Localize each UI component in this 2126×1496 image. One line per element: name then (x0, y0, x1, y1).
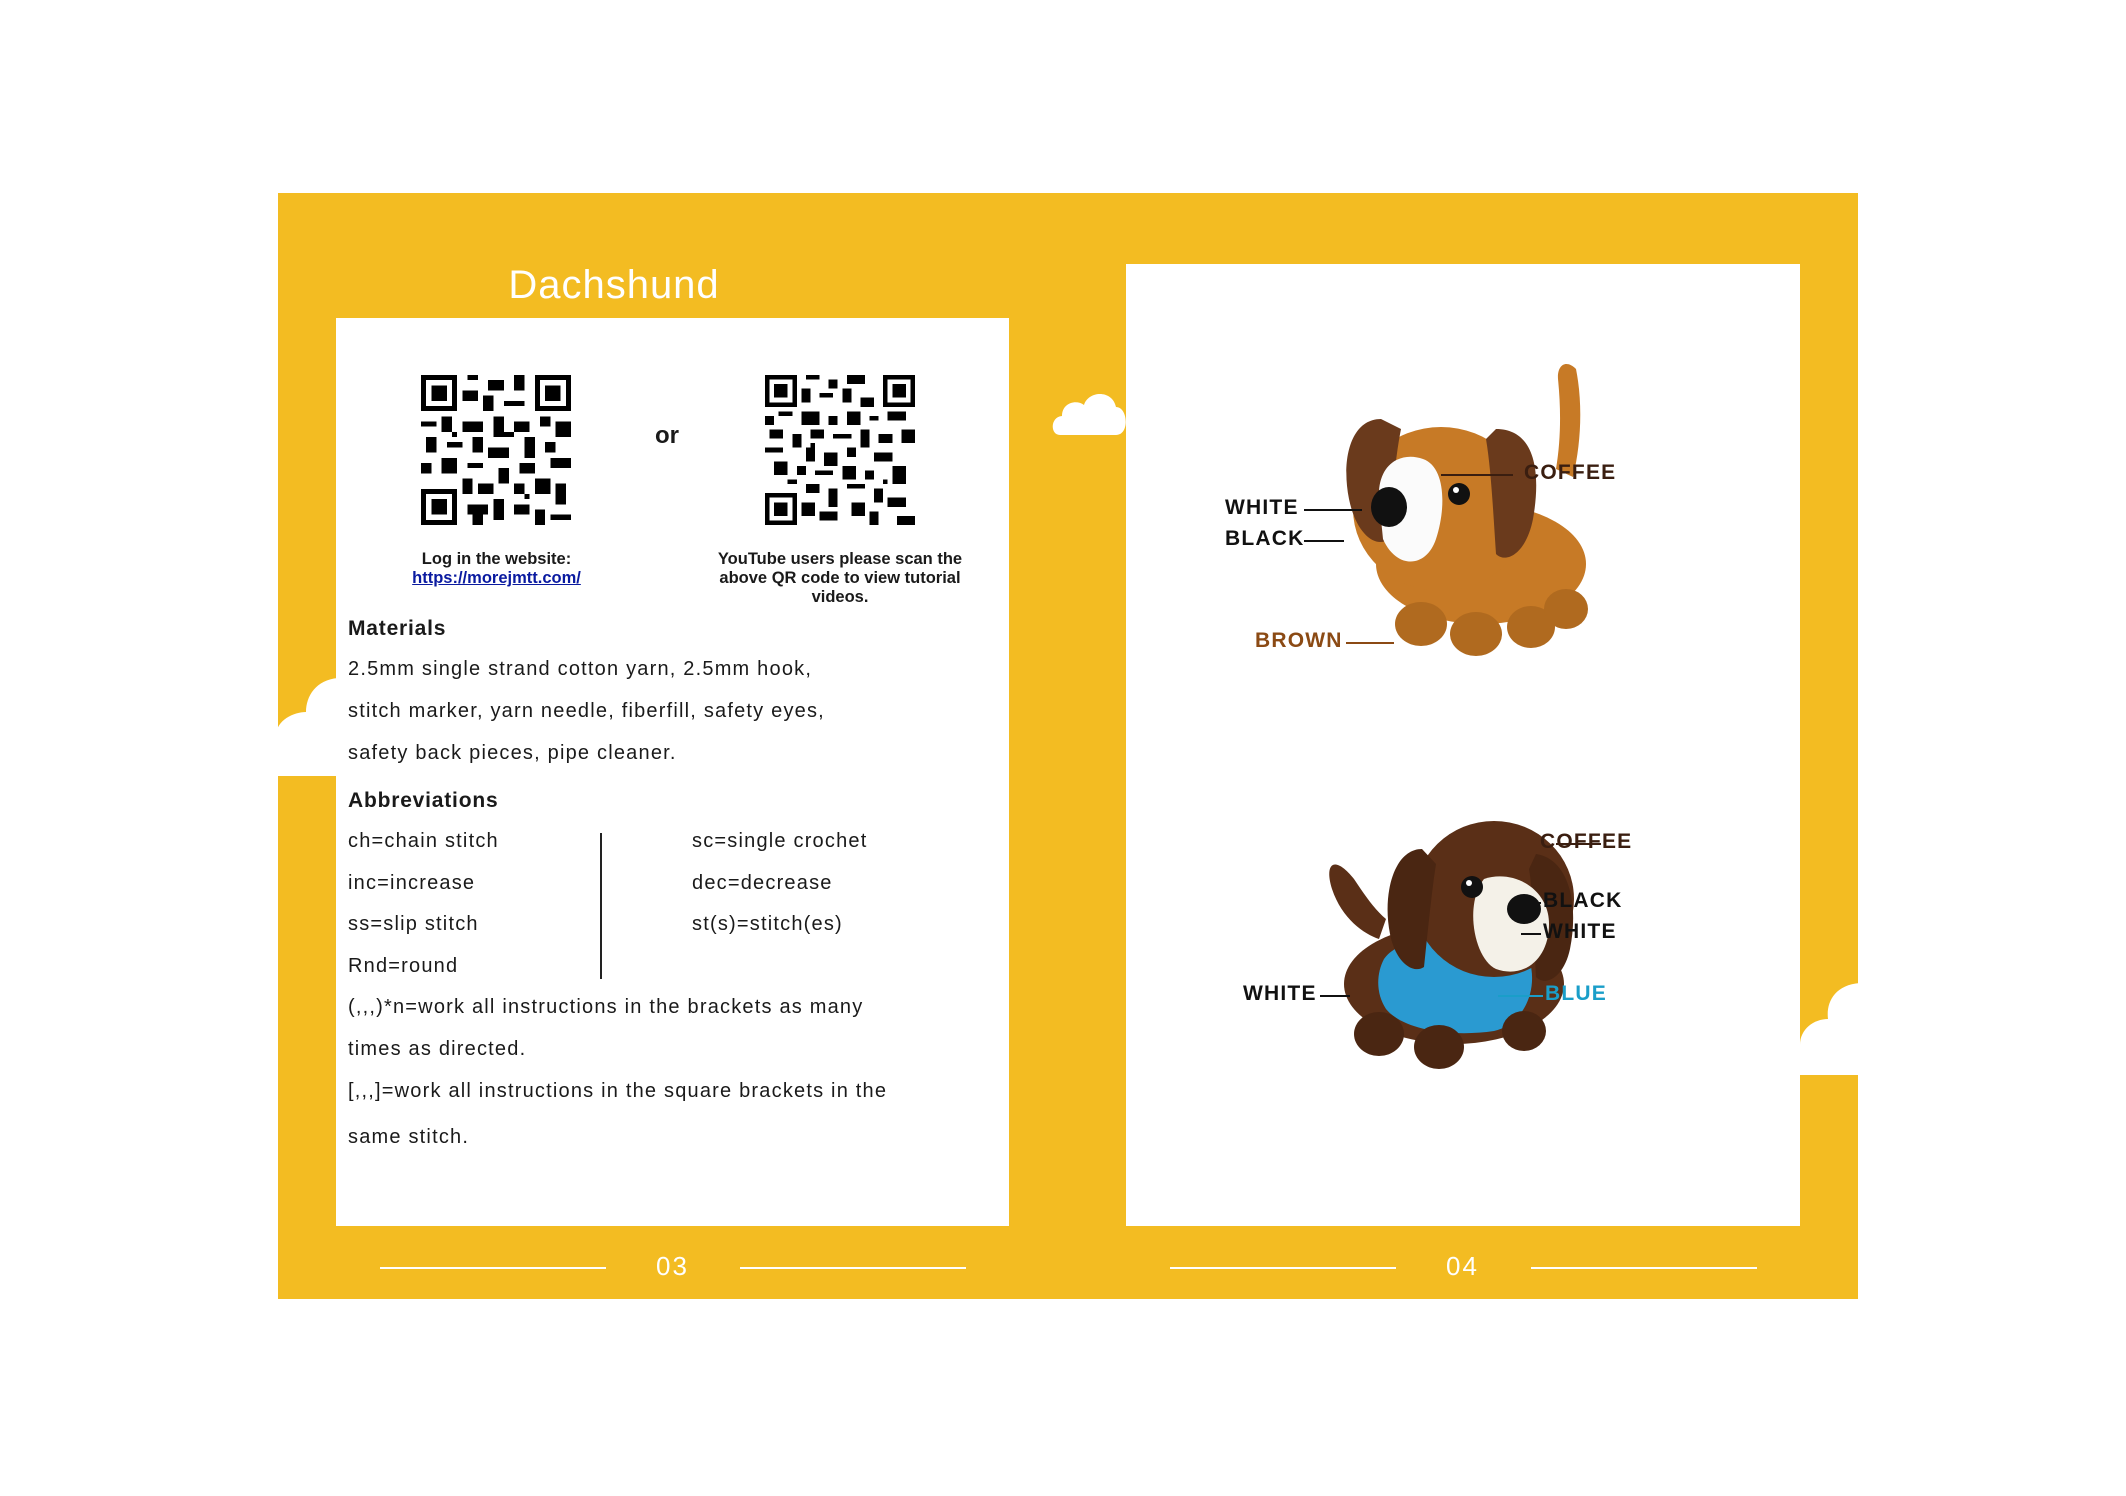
label-coffee: COFFEE (1524, 461, 1617, 484)
leader-line (1320, 995, 1350, 997)
materials-line: stitch marker, yarn needle, fiberfill, safety eyes, (348, 700, 825, 722)
footer-line (1531, 1267, 1757, 1269)
label-white: WHITE (1225, 496, 1299, 519)
website-caption (379, 550, 614, 588)
abbreviation-item: Rnd=round (348, 955, 459, 977)
cloud-decoration-middle (1050, 389, 1128, 437)
notes-line: [,,,]=work all instructions in the square brackets in the (348, 1080, 888, 1102)
website-qr-code[interactable] (421, 375, 571, 525)
leader-line (1346, 642, 1394, 644)
leader-line (1441, 474, 1513, 476)
dachshund-figure-top (1311, 359, 1611, 664)
label-black: BLACK (1225, 527, 1305, 550)
label-coffee: COFFEE (1540, 830, 1633, 853)
materials-line: safety back pieces, pipe cleaner. (348, 742, 677, 764)
leader-line (1304, 540, 1344, 542)
abbreviation-item: inc=increase (348, 872, 476, 894)
cloud-decoration-left (276, 678, 338, 776)
notes-line: times as directed. (348, 1038, 527, 1060)
qr-code-icon (421, 375, 571, 525)
materials-heading: Materials (348, 617, 447, 640)
footer-line (740, 1267, 966, 1269)
abbreviation-item: ch=chain stitch (348, 830, 499, 852)
youtube-caption: YouTube users please scan the above QR code to view tutorial videos. (717, 550, 963, 606)
notes-line: same stitch. (348, 1126, 470, 1148)
label-white: WHITE (1243, 982, 1317, 1005)
website-link[interactable]: https://morejmtt.com/ (412, 569, 581, 587)
website-caption-text: Log in the website: (421, 550, 572, 568)
cloud-decoration-right (1800, 983, 1860, 1075)
page-title: Dachshund (508, 263, 720, 307)
abbreviations-heading: Abbreviations (348, 789, 499, 812)
leader-line (1521, 902, 1541, 904)
instructions-panel (336, 318, 1009, 1226)
label-white: WHITE (1543, 920, 1617, 943)
leader-line (1304, 509, 1362, 511)
youtube-qr-code[interactable] (765, 375, 915, 525)
abbreviations-divider (600, 833, 602, 979)
footer-line (1170, 1267, 1396, 1269)
label-brown: BROWN (1255, 629, 1343, 652)
materials-line: 2.5mm single strand cotton yarn, 2.5mm hook, (348, 658, 813, 680)
notes-line: (,,,)*n=work all instructions in the brackets as many (348, 996, 864, 1018)
qr-code-icon (765, 375, 915, 525)
page-number-left: 03 (656, 1251, 689, 1281)
leader-line (1498, 995, 1543, 997)
abbreviation-item: dec=decrease (692, 872, 833, 894)
abbreviation-item: ss=slip stitch (348, 913, 479, 935)
or-label: or (655, 422, 679, 449)
label-black: BLACK (1543, 889, 1623, 912)
abbreviation-item: st(s)=stitch(es) (692, 913, 843, 935)
figures-panel (1126, 264, 1800, 1226)
abbreviation-item: sc=single crochet (692, 830, 868, 852)
page-number-right: 04 (1446, 1251, 1479, 1281)
label-blue: BLUE (1545, 982, 1607, 1005)
leader-line (1521, 933, 1541, 935)
booklet-spread (278, 193, 1858, 1299)
footer-line (380, 1267, 606, 1269)
